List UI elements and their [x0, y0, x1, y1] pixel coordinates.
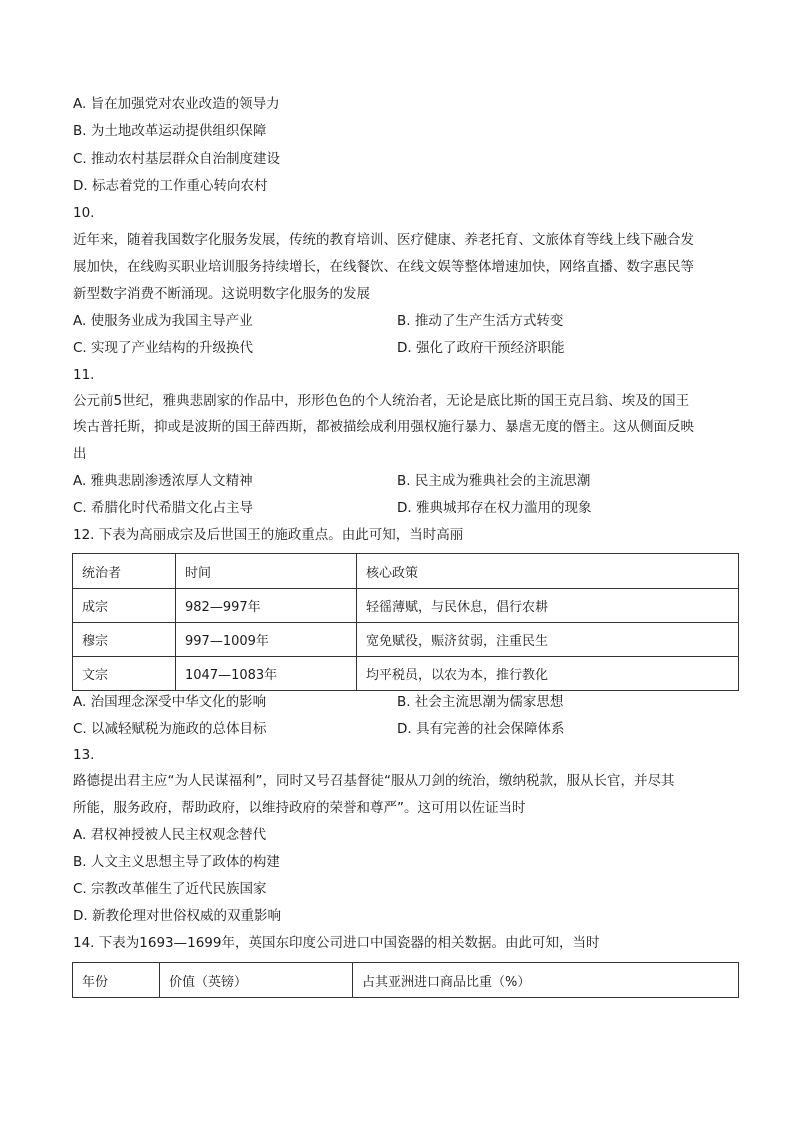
- q10-option-a: A. 使服务业成为我国主导产业: [73, 313, 253, 329]
- q11-option-d: D. 雅典城邦存在权力滥用的现象: [397, 500, 592, 516]
- q11-number: 11.: [73, 367, 95, 383]
- q11-option-c: C. 希腊化时代希腊文化占主导: [73, 500, 254, 516]
- table-cell: 穆宗: [73, 623, 176, 657]
- q10-stem-line-2: 展加快，在线购买职业培训服务持续增长，在线餐饮、在线文娱等整体增速加快，网络直播、数字惠民等: [73, 259, 694, 275]
- table-row: [73, 623, 739, 657]
- q13-stem-line-2: 所能，服务政府，帮助政府，以维持政府的荣誉和尊严”。这可用以佐证当时: [73, 800, 526, 816]
- table-header-cell: 统治者: [73, 554, 176, 589]
- q13-option-c: C. 宗教改革催生了近代民族国家: [73, 881, 267, 897]
- q14-stem: 14. 下表为1693—1699年，英国东印度公司进口中国瓷器的相关数据。由此可知，当时: [73, 935, 600, 951]
- table-cell: 997—1009年: [176, 623, 357, 657]
- q12-table: [72, 553, 739, 691]
- table-header-cell: 占其亚洲进口商品比重（%）: [353, 963, 739, 998]
- q11-option-b: B. 民主成为雅典社会的主流思潮: [397, 473, 591, 489]
- q11-stem-line-2: 埃古普托斯，抑或是波斯的国王薛西斯，都被描绘成利用强权施行暴力、暴虐无度的僭主。这从侧面反映: [73, 419, 694, 435]
- table-header-cell: 价值（英镑）: [160, 963, 353, 998]
- table-cell: 均平税员，以农为本，推行教化: [357, 657, 739, 691]
- table-row: [73, 657, 739, 691]
- table-header-row: [73, 554, 739, 589]
- q10-option-c: C. 实现了产业结构的升级换代: [73, 340, 254, 356]
- q10-option-b: B. 推动了生产生活方式转变: [397, 313, 564, 329]
- q11-stem-line-3: 出: [73, 446, 87, 462]
- q13-option-a: A. 君权神授被人民主权观念替代: [73, 827, 267, 843]
- q12-option-c: C. 以减轻赋税为施政的总体目标: [73, 721, 267, 737]
- table-cell: 成宗: [73, 589, 176, 623]
- table-row: [73, 589, 739, 623]
- q10-number: 10.: [73, 205, 95, 221]
- table-header-cell: 时间: [176, 554, 357, 589]
- q11-stem-line-1: 公元前5世纪，雅典悲剧家的作品中，形形色色的个人统治者，无论是底比斯的国王克吕翁、埃及的国王: [73, 393, 690, 409]
- q14-table: [72, 962, 739, 998]
- table-cell: 1047—1083年: [176, 657, 357, 691]
- table-header-cell: 年份: [73, 963, 160, 998]
- q12-option-b: B. 社会主流思潮为儒家思想: [397, 694, 564, 710]
- table-header-cell: 核心政策: [357, 554, 739, 589]
- q13-option-d: D. 新教伦理对世俗权威的双重影响: [73, 908, 281, 924]
- q13-number: 13.: [73, 747, 95, 763]
- q13-option-b: B. 人文主义思想主导了政体的构建: [73, 854, 280, 870]
- q10-stem-line-1: 近年来，随着我国数字化服务发展，传统的教育培训、医疗健康、养老托育、文旅体育等线上线下融合发: [73, 232, 694, 248]
- q12-option-a: A. 治国理念深受中华文化的影响: [73, 694, 267, 710]
- q9-option-d: D. 标志着党的工作重心转向农村: [73, 178, 268, 194]
- q12-option-d: D. 具有完善的社会保障体系: [397, 721, 565, 737]
- table-cell: 982—997年: [176, 589, 357, 623]
- q9-option-c: C. 推动农村基层群众自治制度建设: [73, 151, 281, 167]
- q13-stem-line-1: 路德提出君主应“为人民谋福利”，同时又号召基督徒“服从刀剑的统治，缴纳税款，服从长官，并尽其: [73, 773, 675, 789]
- q10-stem-line-3: 新型数字消费不断涌现。这说明数字化服务的发展: [73, 286, 370, 302]
- q11-option-a: A. 雅典悲剧渗透浓厚人文精神: [73, 473, 253, 489]
- table-cell: 宽免赋役，赈济贫弱，注重民生: [357, 623, 739, 657]
- q10-option-d: D. 强化了政府干预经济职能: [397, 340, 565, 356]
- q9-option-b: B. 为土地改革运动提供组织保障: [73, 123, 267, 139]
- table-cell: 轻徭薄赋，与民休息，倡行农耕: [357, 589, 739, 623]
- table-cell: 文宗: [73, 657, 176, 691]
- q12-stem: 12. 下表为高丽成宗及后世国王的施政重点。由此可知，当时高丽: [73, 527, 464, 543]
- table-header-row: [73, 963, 739, 998]
- q9-option-a: A. 旨在加强党对农业改造的领导力: [73, 96, 280, 112]
